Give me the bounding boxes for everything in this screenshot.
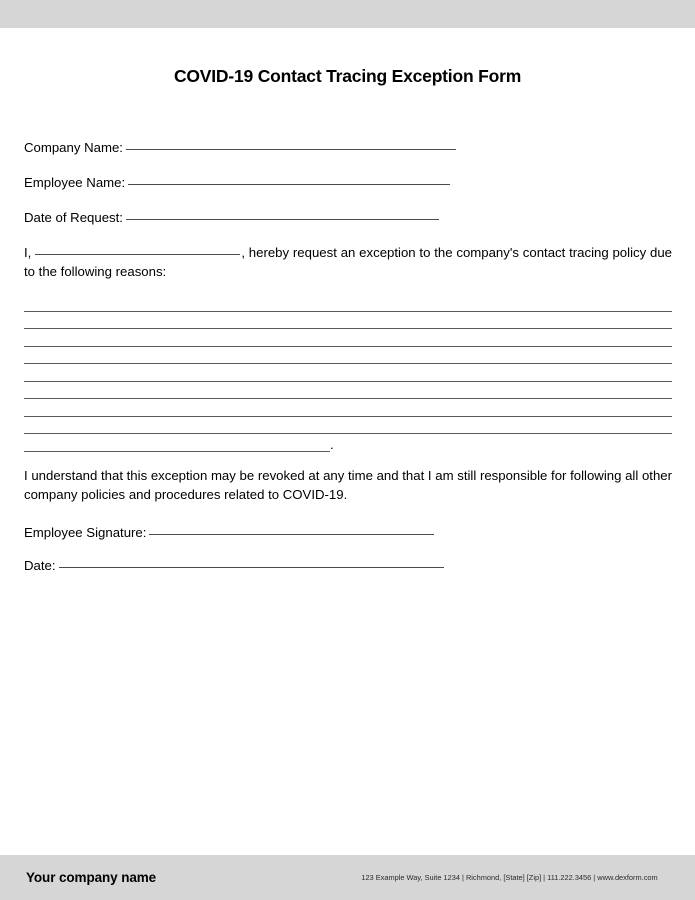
field-company-name — [24, 138, 672, 157]
reason-line[interactable] — [24, 329, 672, 347]
reason-line[interactable] — [24, 312, 672, 330]
reason-final-period: . — [330, 437, 334, 453]
closing-statement: I understand that this exception may be revoked at any time and that I am still responsible for following all other company policies and procedures related to COVID-19. — [24, 468, 673, 503]
top-gray-band — [0, 0, 695, 28]
field-date-of-request-input[interactable] — [126, 208, 439, 220]
form-content — [24, 138, 672, 590]
field-employee-name — [24, 173, 672, 192]
intro-paragraph — [24, 243, 672, 281]
field-company-name-input[interactable] — [126, 138, 456, 150]
reason-line-final[interactable] — [24, 435, 330, 453]
field-employee-signature — [24, 523, 672, 542]
reason-line[interactable] — [24, 417, 672, 435]
footer-bar — [0, 855, 695, 900]
reason-line[interactable] — [24, 364, 672, 382]
field-employee-signature-label: Employee Signature: — [24, 524, 147, 540]
footer-company-name: Your company name — [26, 870, 157, 885]
reason-line[interactable] — [24, 382, 672, 400]
reason-lines — [24, 294, 672, 452]
field-date-of-request — [24, 208, 672, 227]
field-company-name-label: Company Name: — [24, 140, 123, 155]
intro-name-input[interactable] — [35, 243, 240, 255]
reason-line-final-row — [24, 434, 672, 452]
reason-line[interactable] — [24, 399, 672, 417]
reason-line[interactable] — [24, 347, 672, 365]
field-signature-date — [24, 556, 672, 575]
page-title: COVID-19 Contact Tracing Exception Form — [173, 66, 522, 86]
field-date-of-request-label: Date of Request: — [24, 210, 123, 225]
footer-address-line: 123 Example Way, Suite 1234 | Richmond, [State] [Zip] | 111.222.3456 | www.dexform.com — [361, 873, 658, 882]
field-employee-name-label: Employee Name: — [24, 175, 126, 190]
field-employee-name-input[interactable] — [128, 173, 450, 185]
document-page — [0, 28, 695, 855]
field-employee-signature-input[interactable] — [149, 523, 434, 535]
reason-line[interactable] — [24, 294, 672, 312]
signature-block — [24, 523, 672, 575]
intro-suffix: , hereby request an exception to the company's contact tracing policy due to the following reasons: — [24, 245, 672, 280]
intro-prefix: I, — [24, 245, 32, 260]
field-signature-date-input[interactable] — [59, 556, 444, 568]
field-signature-date-label: Date: — [24, 558, 56, 574]
